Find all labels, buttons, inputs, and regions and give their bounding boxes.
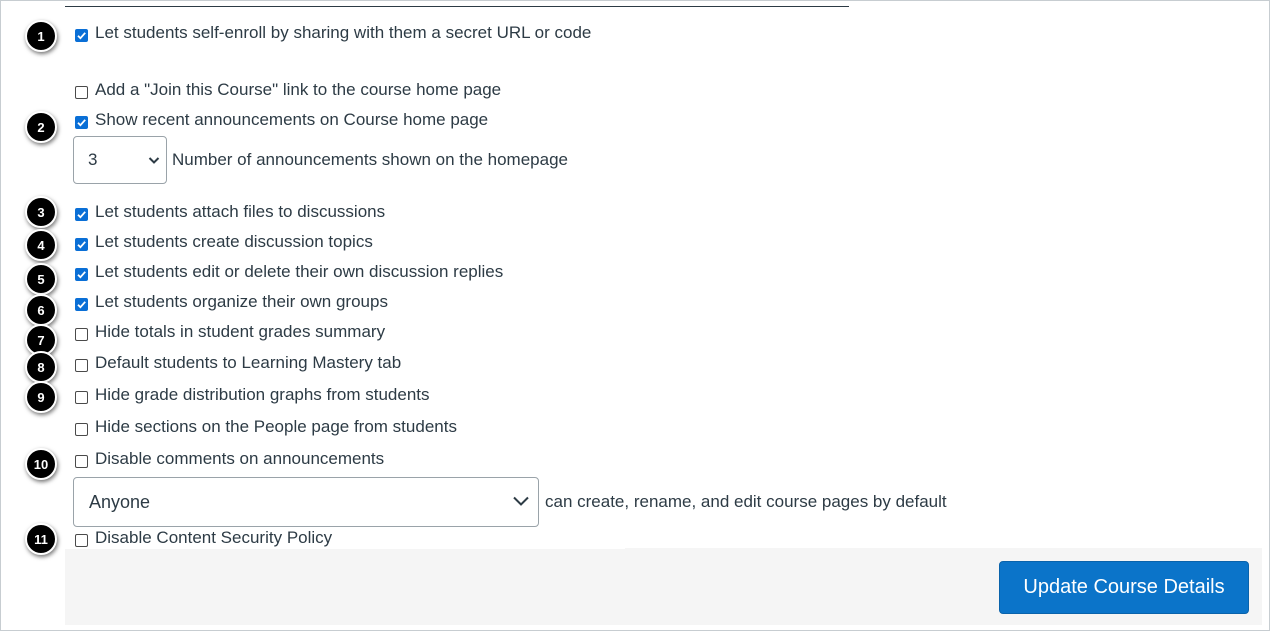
option-label: Let students organize their own groups	[95, 292, 388, 311]
checkbox-unchecked-icon[interactable]	[75, 534, 88, 547]
checkbox-unchecked-icon[interactable]	[75, 328, 88, 341]
callout-badge-6: 6	[25, 294, 57, 326]
checkbox-checked-icon[interactable]	[75, 298, 88, 311]
checkbox-unchecked-icon[interactable]	[75, 391, 88, 404]
option-disable-comments[interactable]	[73, 448, 384, 470]
option-show-announcements[interactable]	[73, 109, 488, 131]
page-editing-roles-select[interactable]	[73, 477, 539, 527]
page-editing-roles-label: can create, rename, and edit course pages by default	[545, 492, 947, 511]
checkbox-checked-icon[interactable]	[75, 116, 88, 129]
announcements-count-select[interactable]	[73, 136, 167, 184]
update-course-details-button[interactable]: Update Course Details	[999, 561, 1249, 614]
callout-badge-7: 7	[25, 324, 57, 356]
option-label: Disable comments on announcements	[95, 449, 385, 468]
option-label: Default students to Learning Mastery tab	[95, 353, 402, 372]
option-label: Let students edit or delete their own discussion replies	[95, 262, 504, 281]
checkbox-unchecked-icon[interactable]	[75, 86, 88, 99]
checkbox-unchecked-icon[interactable]	[75, 423, 88, 436]
announcements-count-label: Number of announcements shown on the homepage	[172, 150, 568, 169]
option-attach-files[interactable]	[73, 201, 385, 223]
chevron-down-icon	[148, 154, 160, 166]
checkbox-unchecked-icon[interactable]	[75, 455, 88, 468]
checkbox-checked-icon[interactable]	[75, 238, 88, 251]
option-hide-totals[interactable]	[73, 321, 385, 343]
checkbox-checked-icon[interactable]	[75, 29, 88, 42]
option-learning-mastery[interactable]	[73, 352, 401, 374]
option-label: Let students self-enroll by sharing with them a secret URL or code	[95, 23, 592, 42]
option-label: Hide sections on the People page from students	[95, 417, 457, 436]
option-create-topics[interactable]	[73, 231, 373, 253]
checkbox-checked-icon[interactable]	[75, 268, 88, 281]
option-hide-distribution[interactable]	[73, 384, 430, 406]
option-hide-sections[interactable]	[73, 416, 457, 438]
option-disable-csp[interactable]	[73, 527, 332, 549]
option-label: Let students create discussion topics	[95, 232, 373, 251]
callout-badge-8: 8	[25, 351, 57, 383]
option-label: Show recent announcements on Course home page	[95, 110, 489, 129]
callout-badge-9: 9	[25, 381, 57, 413]
callout-badge-5: 5	[25, 263, 57, 295]
select-value: Anyone	[89, 491, 151, 512]
option-organize-groups[interactable]	[73, 291, 388, 313]
option-self-enroll[interactable]	[73, 22, 591, 44]
callout-badge-10: 10	[25, 448, 57, 480]
callout-badge-3: 3	[25, 196, 57, 228]
divider	[65, 6, 849, 7]
option-join-link[interactable]	[73, 79, 501, 101]
callout-badge-4: 4	[25, 229, 57, 261]
option-label: Disable Content Security Policy	[95, 528, 333, 547]
select-value: 3	[88, 150, 98, 169]
chevron-down-icon	[512, 494, 530, 508]
option-edit-replies[interactable]	[73, 261, 503, 283]
callout-badge-1: 1	[25, 20, 57, 52]
option-label: Add a "Join this Course" link to the course home page	[95, 80, 502, 99]
option-label: Hide totals in student grades summary	[95, 322, 386, 341]
option-label: Let students attach files to discussions	[95, 202, 386, 221]
checkbox-unchecked-icon[interactable]	[75, 359, 88, 372]
callout-badge-2: 2	[25, 111, 57, 143]
checkbox-checked-icon[interactable]	[75, 208, 88, 221]
callout-badge-11: 11	[25, 523, 57, 555]
option-label: Hide grade distribution graphs from students	[95, 385, 430, 404]
